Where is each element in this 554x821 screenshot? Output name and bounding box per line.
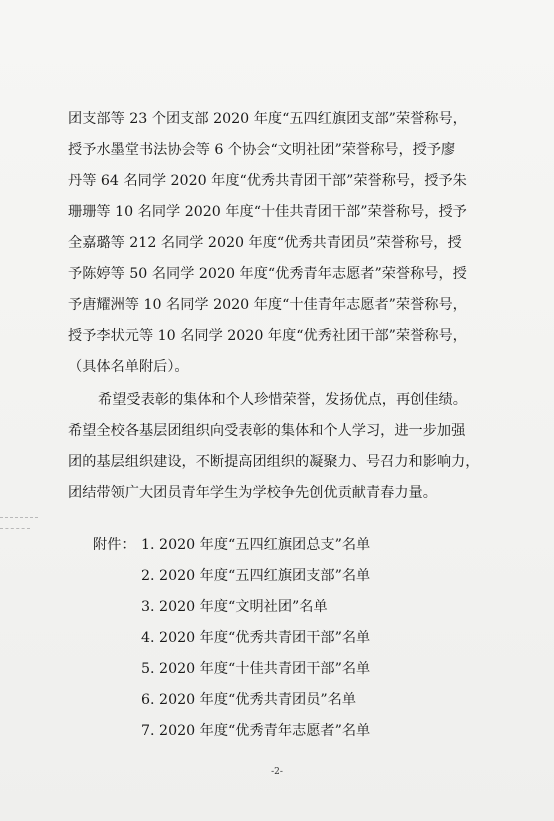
- attachment-label: 6. 2020 年度“优秀共青团员”名单: [141, 692, 357, 708]
- body-line: 予唐耀洲等 10 名同学 2020 年度“十佳青年志愿者”荣誉称号，: [68, 297, 467, 313]
- attachment-label: 4. 2020 年度“优秀共青团干部”名单: [141, 630, 371, 646]
- body-line: 全嘉璐等 212 名同学 2020 年度“优秀共青团员”荣誉称号，授: [68, 235, 462, 251]
- attachment-list: [93, 530, 370, 747]
- body-line: 丹等 64 名同学 2020 年度“优秀共青团干部”荣誉称号，授予朱: [68, 173, 467, 189]
- attachment-prefix: 附件：: [93, 537, 136, 553]
- body-line: （具体名单附后）。: [68, 359, 189, 375]
- attachment-item: [93, 530, 370, 561]
- body-line: 授予李状元等 10 名同学 2020 年度“优秀社团干部”荣誉称号，: [68, 328, 467, 344]
- binding-mark: [0, 528, 30, 530]
- attachment-item: [93, 592, 370, 623]
- attachment-label: 7. 2020 年度“优秀青年志愿者”名单: [141, 723, 371, 739]
- body-line: 授予水墨堂书法协会等 6 个协会“文明社团”荣誉称号，授予廖: [68, 142, 456, 158]
- body-line: 团支部等 23 个团支部 2020 年度“五四红旗团支部”荣誉称号，: [68, 111, 467, 127]
- body-line: 希望受表彰的集体和个人珍惜荣誉，发扬优点，再创佳绩。: [98, 392, 467, 408]
- attachment-label: 1. 2020 年度“五四红旗团总支”名单: [141, 537, 371, 553]
- page-number: -2-: [271, 767, 283, 777]
- body-text: [68, 104, 498, 509]
- attachment-label: 2. 2020 年度“五四红旗团支部”名单: [141, 568, 371, 584]
- attachment-item: [93, 716, 370, 747]
- attachment-label: 3. 2020 年度“文明社团”名单: [141, 599, 328, 615]
- body-line: 珊珊等 10 名同学 2020 年度“十佳共青团干部”荣誉称号，授予: [68, 204, 467, 220]
- attachment-item: [93, 623, 370, 654]
- body-line: 予陈婷等 50 名同学 2020 年度“优秀青年志愿者”荣誉称号，授: [68, 266, 467, 282]
- body-line: 希望全校各基层团组织向受表彰的集体和个人学习，进一步加强: [68, 423, 466, 439]
- binding-mark: [0, 517, 38, 519]
- attachment-item: [93, 685, 370, 716]
- attachment-label: 5. 2020 年度“十佳共青团干部”名单: [141, 661, 371, 677]
- attachment-item: [93, 561, 370, 592]
- body-line: 团的基层组织建设，不断提高团组织的凝聚力、号召力和影响力，: [68, 454, 480, 470]
- attachment-item: [93, 654, 370, 685]
- body-line: 团结带领广大团员青年学生为学校争先创优贡献青春力量。: [68, 485, 437, 501]
